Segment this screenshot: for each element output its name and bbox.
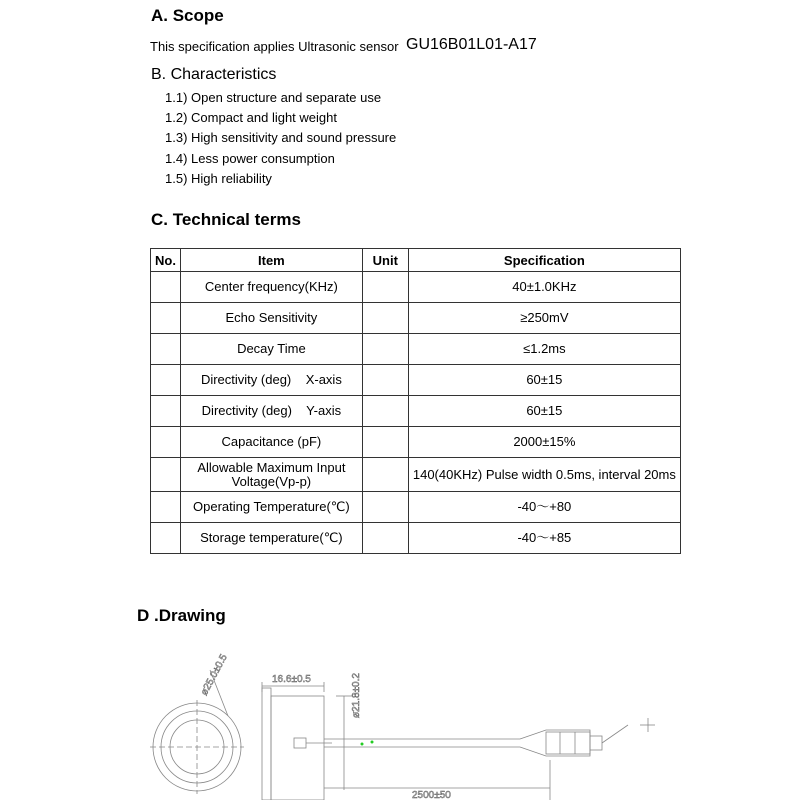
cell-no <box>151 303 181 334</box>
dim-body-diameter: ø21.8±0.2 <box>351 673 362 718</box>
cell-unit <box>362 523 408 554</box>
cell-unit <box>362 427 408 458</box>
side-view-flange <box>262 688 271 800</box>
scope-text: This specification applies Ultrasonic sensor <box>150 39 399 54</box>
characteristic-item: 1.5) High reliability <box>165 171 272 186</box>
cell-item: Echo Sensitivity <box>180 303 362 334</box>
cell-no <box>151 396 181 427</box>
cell-spec: 60±15 <box>408 365 680 396</box>
sensor-drawing <box>0 630 800 800</box>
table-row <box>151 523 681 554</box>
characteristic-item: 1.3) High sensitivity and sound pressure <box>165 130 397 145</box>
spec-table <box>150 248 681 554</box>
table-row <box>151 334 681 365</box>
cell-no <box>151 427 181 458</box>
header-item: Item <box>180 249 362 272</box>
cell-no <box>151 334 181 365</box>
cell-spec: 40±1.0KHz <box>408 272 680 303</box>
cell-unit <box>362 303 408 334</box>
cell-no <box>151 523 181 554</box>
cell-item <box>180 458 362 492</box>
table-row <box>151 272 681 303</box>
cell-unit <box>362 492 408 523</box>
cell-item-line2: Voltage(Vp-p) <box>231 473 312 489</box>
technical-terms-heading: C. Technical terms <box>151 210 301 229</box>
cell-spec: 140(40KHz) Pulse width 0.5ms, interval 20ms <box>408 458 680 492</box>
cell-item: Storage temperature(℃) <box>180 523 362 554</box>
cell-item-line1: Allowable Maximum Input <box>197 459 346 475</box>
cell-spec: -40～+80 <box>408 492 680 523</box>
cell-spec: ≤1.2ms <box>408 334 680 365</box>
cell-unit <box>362 458 408 492</box>
cell-no <box>151 458 181 492</box>
model-number: GU16B01L01-A17 <box>406 36 537 53</box>
header-unit: Unit <box>362 249 408 272</box>
cell-spec: ≥250mV <box>408 303 680 334</box>
cell-item: Center frequency(KHz) <box>180 272 362 303</box>
cell-unit <box>362 272 408 303</box>
dim-outer-diameter: ø25.0±0.5 <box>198 652 230 698</box>
header-no: No. <box>151 249 181 272</box>
table-row <box>151 458 681 492</box>
characteristic-item: 1.2) Compact and light weight <box>165 110 337 125</box>
cell-unit <box>362 365 408 396</box>
connector <box>546 732 590 754</box>
cell-unit <box>362 396 408 427</box>
cell-item: Decay Time <box>180 334 362 365</box>
cell-item: Capacitance (pF) <box>180 427 362 458</box>
table-row <box>151 303 681 334</box>
scope-heading: A. Scope <box>151 6 224 25</box>
dim-width: 16.6±0.5 <box>272 674 311 685</box>
cell-spec: 2000±15% <box>408 427 680 458</box>
characteristics-heading: B. Characteristics <box>151 66 277 83</box>
cell-no <box>151 492 181 523</box>
cell-no <box>151 272 181 303</box>
table-row <box>151 427 681 458</box>
dim-cable-length: 2500±50 <box>412 790 451 800</box>
characteristic-item: 1.4) Less power consumption <box>165 151 335 166</box>
cell-spec: -40～+85 <box>408 523 680 554</box>
drawing-heading: D .Drawing <box>137 606 226 625</box>
cell-no <box>151 365 181 396</box>
cell-item: Directivity (deg) Y-axis <box>180 396 362 427</box>
header-spec: Specification <box>408 249 680 272</box>
cell-unit <box>362 334 408 365</box>
cell-spec: 60±15 <box>408 396 680 427</box>
characteristic-item: 1.1) Open structure and separate use <box>165 90 382 105</box>
table-row <box>151 396 681 427</box>
table-row <box>151 365 681 396</box>
cell-item: Directivity (deg) X-axis <box>180 365 362 396</box>
table-header-row <box>151 249 681 272</box>
cell-item: Operating Temperature(℃) <box>180 492 362 523</box>
table-row <box>151 492 681 523</box>
